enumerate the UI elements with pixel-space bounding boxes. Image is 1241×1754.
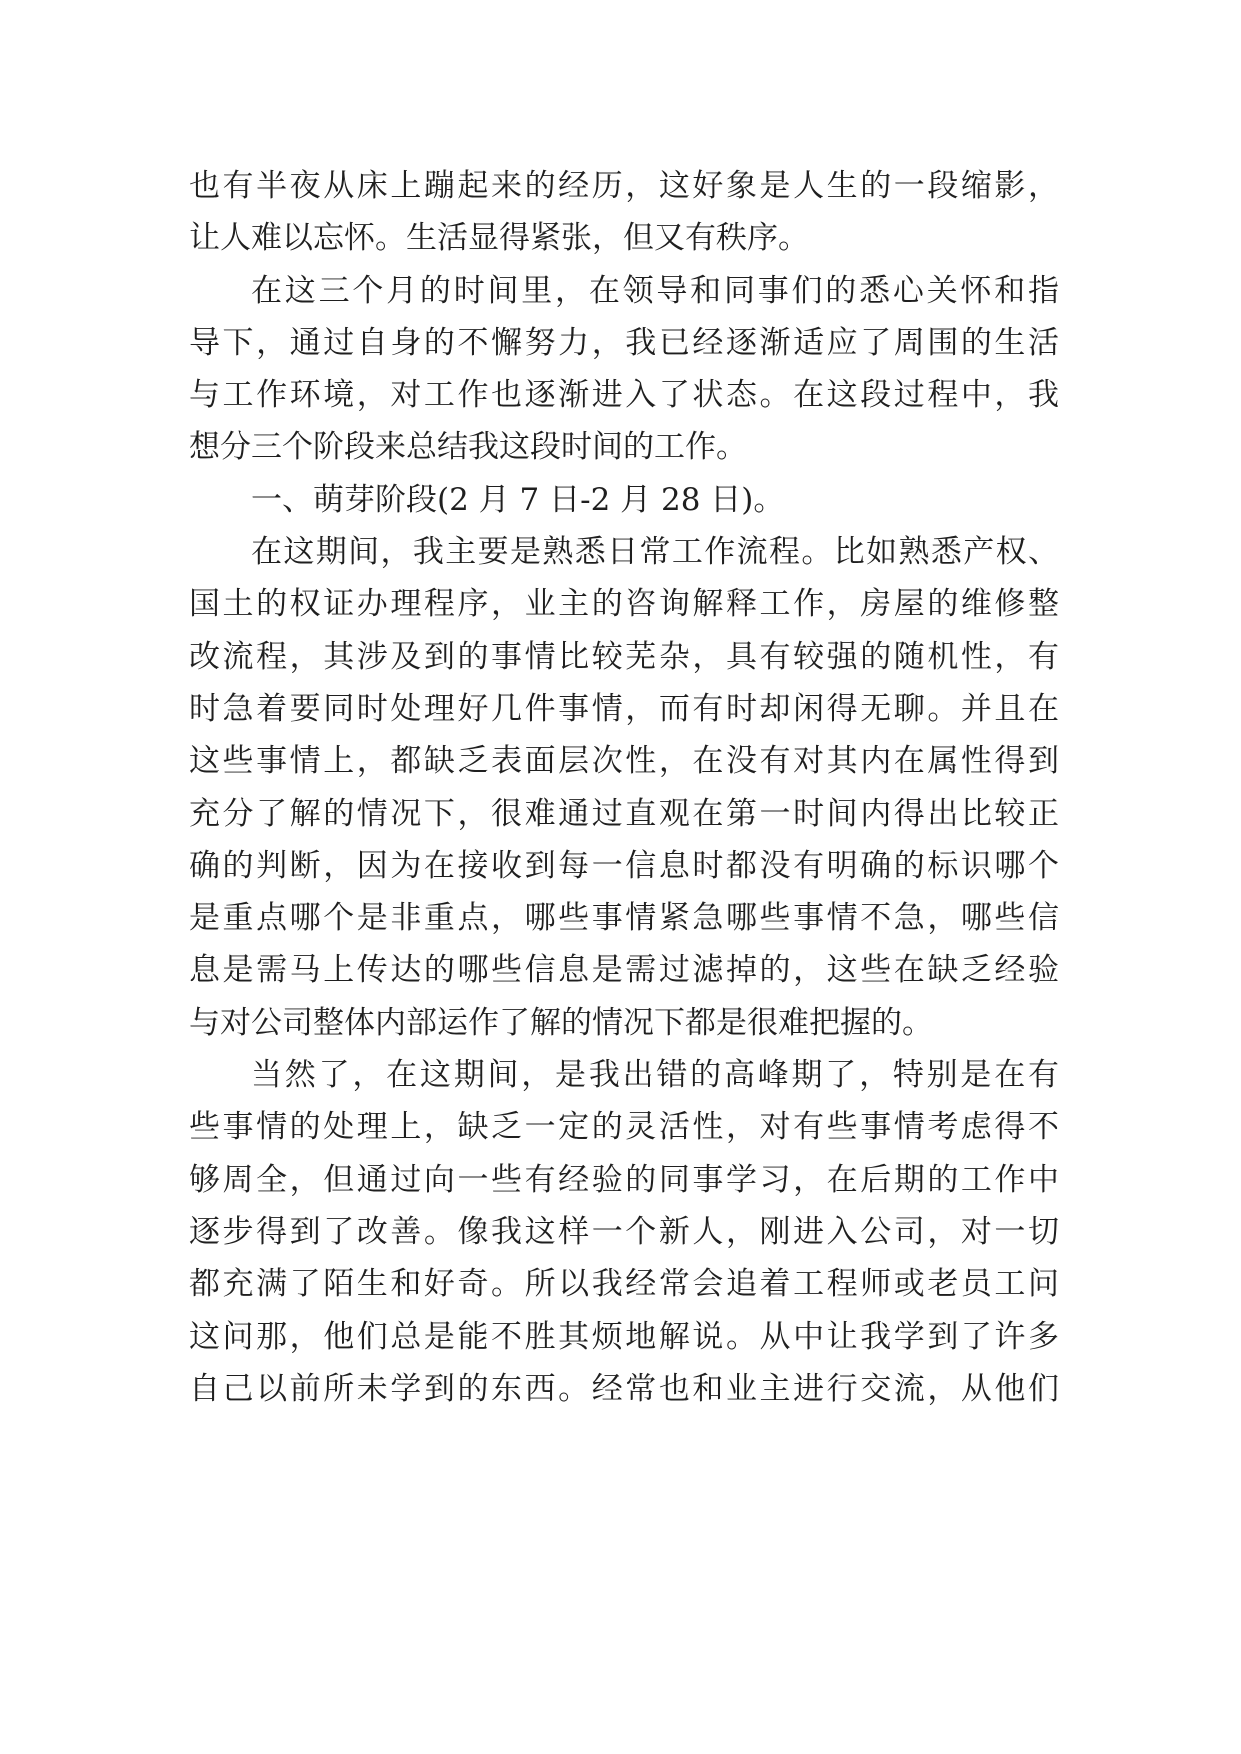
text-line: 些事情的处理上，缺乏一定的灵活性，对有些事情考虑得不	[189, 1109, 1059, 1146]
section-heading: 一、萌芽阶段(2 月 7 日-2 月 28 日)。	[251, 481, 785, 518]
text-line: 这问那，他们总是能不胜其烦地解说。从中让我学到了许多	[189, 1318, 1059, 1355]
text-line: 国土的权证办理程序，业主的咨询解释工作，房屋的维修整	[189, 586, 1059, 623]
text-line: 也有半夜从床上蹦起来的经历，这好象是人生的一段缩影，	[189, 168, 1059, 204]
text-line: 是重点哪个是非重点，哪些事情紧急哪些事情不急，哪些信	[189, 900, 1059, 937]
document-body	[189, 160, 1059, 1415]
text-line: 充分了解的情况下，很难通过直观在第一时间内得出比较正	[189, 795, 1059, 832]
text-line: 时急着要同时处理好几件事情，而有时却闲得无聊。并且在	[189, 690, 1059, 727]
text-line: 当然了，在这期间，是我出错的高峰期了，特别是在有	[251, 1057, 1059, 1094]
text-line: 导下，通过自身的不懈努力，我已经逐渐适应了周围的生活	[189, 324, 1059, 361]
text-line: 在这三个月的时间里，在领导和同事们的悉心关怀和指	[251, 272, 1059, 309]
text-line: 与工作环境，对工作也逐渐进入了状态。在这段过程中，我	[189, 377, 1059, 414]
text-line: 息是需马上传达的哪些信息是需过滤掉的，这些在缺乏经验	[189, 952, 1059, 989]
text-line: 改流程，其涉及到的事情比较芜杂，具有较强的随机性，有	[189, 638, 1059, 675]
text-line: 够周全，但通过向一些有经验的同事学习，在后期的工作中	[189, 1161, 1059, 1198]
text-line: 自己以前所未学到的东西。经常也和业主进行交流，从他们	[189, 1370, 1059, 1407]
text-line: 确的判断，因为在接收到每一信息时都没有明确的标识哪个	[189, 847, 1059, 884]
text-line: 想分三个阶段来总结我这段时间的工作。	[189, 429, 747, 466]
text-line: 这些事情上，都缺乏表面层次性，在没有对其内在属性得到	[189, 743, 1059, 780]
text-line: 都充满了陌生和好奇。所以我经常会追着工程师或老员工问	[189, 1266, 1059, 1303]
text-line: 逐步得到了改善。像我这样一个新人，刚进入公司，对一切	[189, 1213, 1059, 1250]
text-line: 在这期间，我主要是熟悉日常工作流程。比如熟悉产权、	[251, 534, 1059, 571]
text-line: 让人难以忘怀。生活显得紧张，但又有秩序。	[189, 220, 809, 257]
text-line: 与对公司整体内部运作了解的情况下都是很难把握的。	[189, 1004, 933, 1041]
